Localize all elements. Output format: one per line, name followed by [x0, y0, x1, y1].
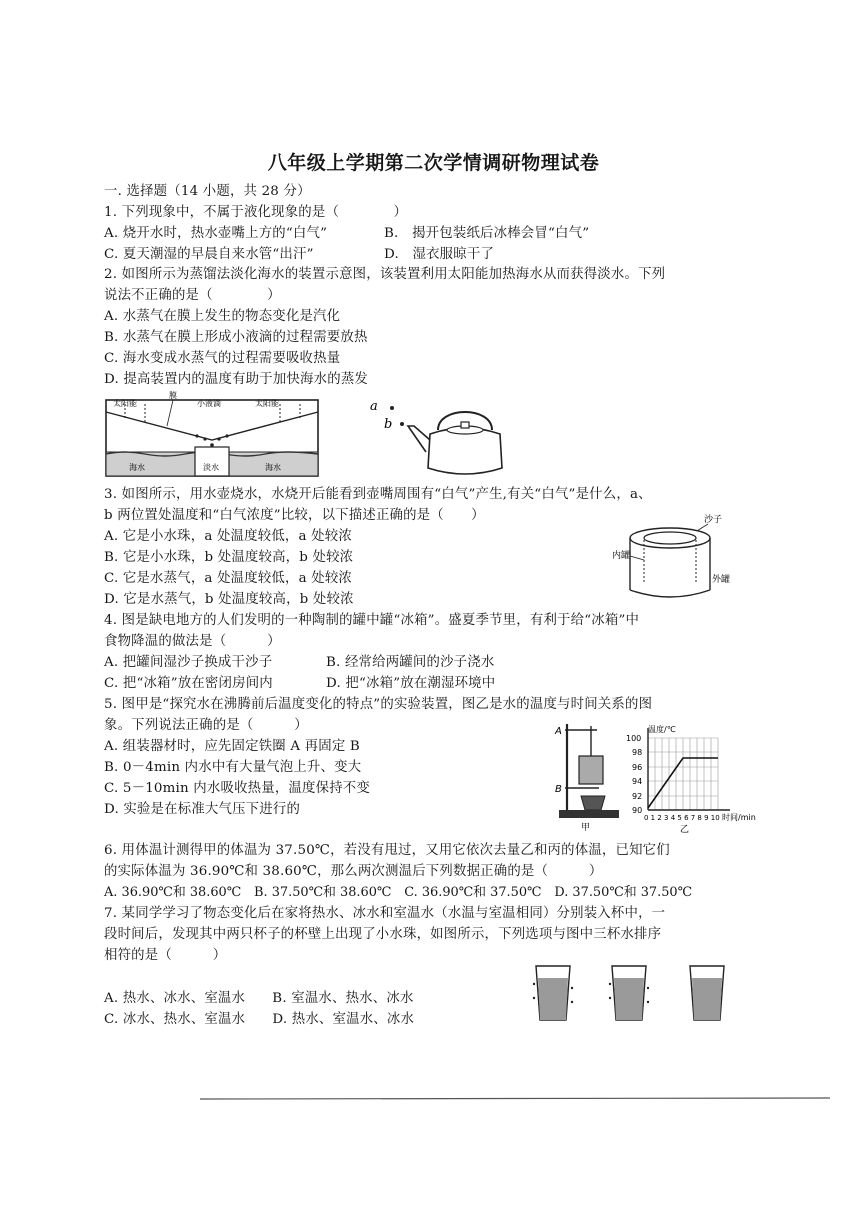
q4-option-a: A. 把罐间湿沙子换成干沙子: [104, 655, 273, 670]
y-tick-100: 100: [626, 734, 642, 743]
label-fig-yi: 乙: [680, 825, 690, 835]
q3-stem-line2: b 两位置处温度和“白气浓度”比较，以下描述正确的是（ ）: [104, 508, 485, 523]
pot-in-pot-figure: [612, 512, 742, 604]
label-a: a: [370, 399, 378, 414]
label-outer-pot: 外罐: [712, 575, 731, 585]
kettle-figure: [368, 396, 508, 482]
q1-option-b: B. 揭开包装纸后冰棒会冒“白气”: [384, 226, 590, 241]
q3-option-b: B. 它是小水珠，b 处温度较高，b 处较浓: [104, 550, 354, 565]
y-tick-90: 90: [632, 806, 643, 815]
label-seawater-left: 海水: [129, 463, 145, 472]
label-inner-pot: 内罐: [612, 551, 631, 561]
temperature-time-graph: [622, 722, 762, 834]
q1-option-a: A. 烧开水时，热水壶嘴上方的“白气”: [104, 226, 328, 241]
q6-stem-line1: 6. 用体温计测得甲的体温为 37.50℃，若没有甩过，又用它依次去量乙和丙的体温，已知它们: [104, 843, 670, 858]
q5-option-a: A. 组装器材时，应先固定铁圈 A 再固定 B: [104, 739, 360, 754]
q2-option-d: D. 提高装置内的温度有助于加快海水的蒸发: [104, 372, 369, 387]
label-droplets: 小液滴: [197, 399, 221, 408]
y-tick-98: 98: [632, 748, 643, 757]
q5-option-c: C. 5－10min 内水吸收热量，温度保持不变: [104, 781, 370, 796]
q7-options-ab: A. 热水、冰水、室温水 B. 室温水、热水、冰水: [104, 991, 414, 1006]
q7-stem-line2: 段时间后，发现其中两只杯子的杯壁上出现了小水珠，如图所示，下列选项与图中三杯水排序: [104, 927, 662, 942]
q3-option-c: C. 它是水蒸气，a 处温度较低，a 处较浓: [104, 571, 353, 586]
q6-stem-line2: 的实际体温为 36.90℃和 38.60℃，那么两次测温后下列数据正确的是（ ）: [104, 864, 603, 879]
label-freshwater: 淡水: [203, 463, 219, 472]
three-cups-figure: [530, 962, 755, 1024]
label-ring-A: A: [555, 726, 562, 737]
q1-stem: 1. 下列现象中，不属于液化现象的是（ ）: [104, 205, 408, 220]
q2-stem-line2: 说法不正确的是（ ）: [104, 288, 281, 303]
q5-option-b: B. 0－4min 内水中有大量气泡上升、变大: [104, 760, 362, 775]
q3-option-d: D. 它是水蒸气，b 处温度较高，b 处较浓: [104, 592, 354, 607]
q5-stem-line1: 5. 图甲是“探究水在沸腾前后温度变化的特点”的实验装置，图乙是水的温度与时间关系的图: [104, 697, 653, 712]
label-solar-left: 太阳能: [113, 399, 137, 408]
y-tick-94: 94: [632, 777, 643, 786]
label-membrane: 膜: [169, 391, 177, 400]
y-axis-label: 温度/℃: [648, 725, 676, 734]
q7-stem-line3: 相符的是（ ）: [104, 948, 227, 963]
q7-stem-line1: 7. 某同学学习了物态变化后在家将热水、冰水和室温水（水温与室温相同）分别装入杯中，一: [104, 906, 666, 921]
q3-option-a: A. 它是小水珠，a 处温度较低，a 处较浓: [104, 529, 352, 544]
desalination-figure: [105, 392, 320, 478]
y-tick-92: 92: [632, 792, 643, 801]
q2-option-b: B. 水蒸气在膜上形成小液滴的过程需要放热: [104, 330, 368, 345]
q6-options: A. 36.90℃和 38.60℃ B. 37.50℃和 38.60℃ C. 36.90℃和 37.50℃ D. 37.50℃和 37.50℃: [104, 885, 693, 900]
q2-stem-line1: 2. 如图所示为蒸馏法淡化海水的装置示意图，该装置利用太阳能加热海水从而获得淡水。下列: [104, 267, 666, 282]
q2-option-c: C. 海水变成水蒸气的过程需要吸收热量: [104, 351, 341, 366]
cup-3: [690, 966, 724, 1020]
label-solar-right: 太阳能: [255, 399, 279, 408]
label-fig-jia: 甲: [581, 823, 591, 833]
q1-option-c: C. 夏天潮湿的早晨自来水管“出汗”: [104, 247, 314, 262]
x-axis-label: 时间/min: [722, 813, 756, 822]
q4-stem-line1: 4. 图是缺电地方的人们发明的一种陶制的罐中罐“冰箱”。盛夏季节里，有利于给“冰箱”中: [104, 613, 640, 628]
page-title: 八年级上学期第二次学情调研物理试卷: [267, 152, 600, 174]
label-sand: 沙子: [704, 515, 723, 525]
q2-option-a: A. 水蒸气在膜上发生的物态变化是汽化: [104, 309, 341, 324]
q7-options-cd: C. 冰水、热水、室温水 D. 热水、室温水、冰水: [104, 1012, 415, 1027]
cup-2: [609, 966, 649, 1020]
label-seawater-right: 海水: [265, 463, 281, 472]
label-ring-B: B: [555, 784, 562, 795]
q4-option-c: C. 把“冰箱”放在密闭房间内: [104, 676, 273, 691]
cup-1: [533, 966, 573, 1020]
bottom-divider: [200, 1096, 830, 1102]
q4-option-b: B. 经常给两罐间的沙子浇水: [326, 655, 495, 670]
q5-stem-line2: 象。下列说法正确的是（ ）: [104, 718, 308, 733]
x-ticks: 0 1 2 3 4 5 6 7 8 9 10: [644, 814, 720, 822]
q5-option-d: D. 实验是在标准大气压下进行的: [104, 802, 301, 817]
section-heading: 一. 选择题（14 小题，共 28 分）: [104, 184, 311, 199]
q1-option-d: D. 湿衣服晾干了: [384, 247, 495, 262]
q4-stem-line2: 食物降温的做法是（ ）: [104, 634, 281, 649]
q4-option-d: D. 把“冰箱”放在潮湿环境中: [326, 676, 496, 691]
q3-stem-line1: 3. 如图所示，用水壶烧水，水烧开后能看到壶嘴周围有“白气”产生,有关“白气”是什么，a、: [104, 487, 652, 502]
label-b: b: [384, 417, 393, 432]
boiling-apparatus-figure: [555, 720, 625, 832]
y-tick-96: 96: [632, 763, 643, 772]
